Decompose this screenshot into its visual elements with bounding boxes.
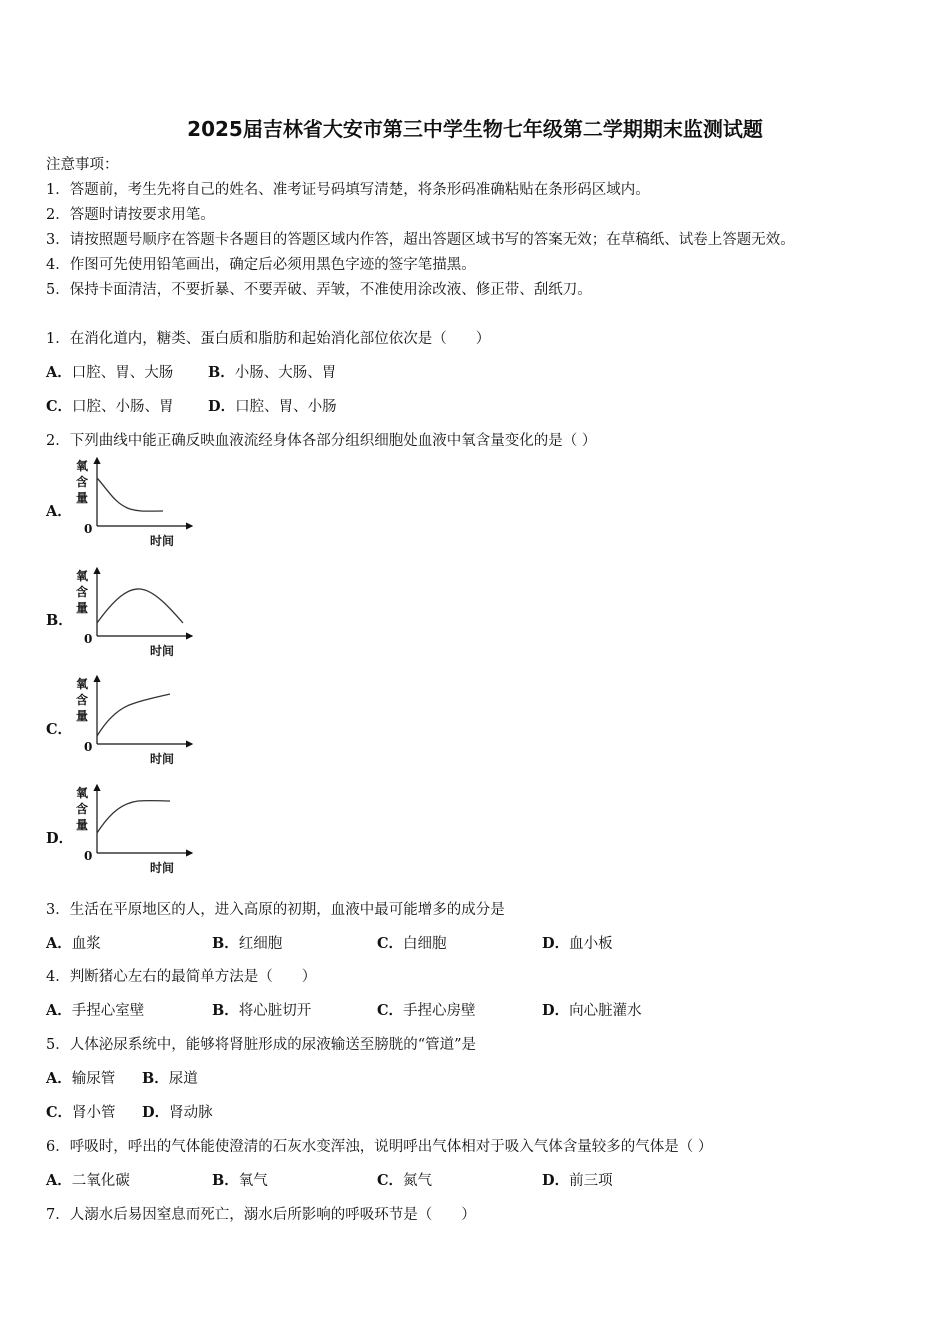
option-letter: A． (46, 1070, 72, 1087)
question-2-option-c: C． (46, 721, 73, 738)
x-axis-label: 时间 (150, 752, 175, 766)
origin-label: 0 (84, 632, 93, 646)
question-2-option-a: A． (46, 503, 72, 520)
option-text: 前三项 (569, 1173, 613, 1189)
question-3-option-a (46, 932, 101, 953)
option-text: 氮气 (403, 1173, 433, 1189)
option-text: 将心脏切开 (238, 1003, 312, 1019)
option-text: 手捏心房壁 (403, 1003, 476, 1019)
option-text: 口腔、小肠、胃 (72, 399, 174, 415)
option-letter: D． (542, 935, 570, 952)
option-text: 小肠、大肠、胃 (234, 365, 337, 381)
notice-item: 4．作图可先使用铅笔画出，确定后必须用黑色字迹的签字笔描黑。 (46, 257, 476, 273)
y-axis-label-char: 氧 (76, 786, 89, 800)
option-letter: A． (46, 935, 72, 952)
curve-decreasing (97, 478, 163, 511)
x-axis-label: 时间 (150, 861, 175, 875)
page-title: 2025届吉林省大安市第三中学生物七年级第二学期期末监测试题 (187, 117, 763, 141)
y-axis-label-char: 氧 (76, 569, 89, 583)
question-1-option-a (46, 361, 173, 382)
notice-item: 3．请按照题号顺序在答题卡各题目的答题区域内作答，超出答题区域书写的答案无效；在草稿纸、试卷上答题无效。 (46, 232, 795, 248)
question-6-option-c (377, 1169, 432, 1190)
question-2-option-b: B． (46, 612, 73, 629)
option-text: 血浆 (71, 936, 101, 952)
question-1-option-d (208, 395, 337, 416)
y-axis-label-char: 氧 (76, 459, 89, 473)
notice-item: 5．保持卡面清洁，不要折暴、不要弄破、弄皱，不准使用涂改液、修正带、刮纸刀。 (46, 282, 592, 298)
option-letter: B． (212, 935, 239, 952)
question-3-option-c (377, 932, 447, 953)
option-letter: D． (542, 1002, 570, 1019)
question-1-stem: 1．在消化道内，糖类、蛋白质和脂肪和起始消化部位依次是（ ） (46, 331, 491, 347)
y-axis-label-char: 量 (76, 601, 89, 615)
question-3-option-d (542, 932, 613, 953)
option-letter: C． (377, 935, 404, 952)
x-axis-label: 时间 (150, 534, 175, 548)
curve-plateau (97, 801, 170, 833)
question-6-option-a (46, 1169, 130, 1190)
option-text: 血小板 (569, 936, 613, 952)
y-axis-label-char: 量 (76, 709, 89, 723)
question-3-option-b (212, 932, 282, 953)
question-1-option-c (46, 395, 174, 416)
y-axis-label-char: 含 (76, 693, 89, 707)
question-2-option-d: D． (46, 830, 74, 847)
origin-label: 0 (84, 740, 93, 754)
option-text: 白细胞 (403, 936, 447, 952)
notice-item: 1．答题前，考生先将自己的姓名、准考证号码填写清楚，将条形码准确粘贴在条形码区域内。 (46, 182, 650, 198)
question-3-stem: 3．生活在平原地区的人，进入高原的初期，血液中最可能增多的成分是 (46, 902, 505, 918)
question-5-option-a (46, 1067, 115, 1088)
x-axis-label: 时间 (150, 644, 175, 658)
option-letter: A． (46, 1002, 72, 1019)
option-text: 口腔、胃、小肠 (235, 399, 337, 415)
option-letter: D． (208, 398, 236, 415)
question-6-stem: 6．呼吸时，呼出的气体能使澄清的石灰水变浑浊，说明呼出气体相对于吸入气体含量较多的气体是（ ） (46, 1139, 713, 1155)
option-letter: C． (46, 398, 73, 415)
question-6-option-d (542, 1169, 613, 1190)
y-axis-label-char: 量 (76, 818, 89, 832)
graph-b (70, 568, 200, 663)
option-text: 肾小管 (72, 1105, 116, 1121)
y-axis-label-char: 量 (76, 491, 89, 505)
y-axis-label-char: 含 (76, 802, 89, 816)
option-letter: C． (377, 1172, 404, 1189)
option-letter: C． (46, 1104, 73, 1121)
option-letter: C． (377, 1002, 404, 1019)
question-5-option-c (46, 1101, 116, 1122)
graph-a (70, 458, 200, 553)
question-2-stem: 2．下列曲线中能正确反映血液流经身体各部分组织细胞处血液中氧含量变化的是（ ） (46, 433, 597, 449)
question-4-option-b (212, 999, 311, 1020)
option-text: 氧气 (238, 1173, 268, 1189)
question-4-option-c (377, 999, 476, 1020)
question-5-stem: 5．人体泌尿系统中，能够将肾脏形成的尿液输送至膀胱的“管道”是 (46, 1037, 477, 1053)
curve-increasing (97, 694, 170, 736)
option-letter: B． (212, 1172, 239, 1189)
origin-label: 0 (84, 522, 93, 536)
question-4-stem: 4．判断猪心左右的最简单方法是（ ） (46, 969, 317, 985)
option-text: 输尿管 (71, 1071, 116, 1087)
option-letter: A． (46, 364, 72, 381)
question-7-stem: 7．人溺水后易因窒息而死亡，溺水后所影响的呼吸环节是（ ） (46, 1207, 476, 1223)
option-text: 尿道 (168, 1071, 198, 1087)
question-4-option-a (46, 999, 144, 1020)
question-4-option-d (542, 999, 642, 1020)
graph-c (70, 676, 200, 771)
option-text: 肾动脉 (169, 1105, 213, 1121)
option-text: 口腔、胃、大肠 (71, 365, 174, 381)
graph-d (70, 785, 200, 880)
option-letter: B． (208, 364, 235, 381)
option-letter: D． (542, 1172, 570, 1189)
curve-rise-fall (97, 589, 183, 623)
origin-label: 0 (84, 849, 93, 863)
option-letter: B． (142, 1070, 169, 1087)
y-axis-label-char: 氧 (76, 677, 89, 691)
question-5-option-b (142, 1067, 198, 1088)
option-text: 红细胞 (238, 936, 283, 952)
notice-heading: 注意事项： (46, 157, 119, 173)
question-6-option-b (212, 1169, 268, 1190)
y-axis-label-char: 含 (76, 585, 89, 599)
option-text: 二氧化碳 (71, 1173, 130, 1189)
option-letter: B． (212, 1002, 239, 1019)
option-letter: D． (142, 1104, 170, 1121)
question-1-option-b (208, 361, 336, 382)
option-text: 向心脏灌水 (569, 1003, 642, 1019)
option-text: 手捏心室壁 (71, 1003, 145, 1019)
y-axis-label-char: 含 (76, 475, 89, 489)
question-5-option-d (142, 1101, 213, 1122)
notice-item: 2．答题时请按要求用笔。 (46, 207, 215, 223)
option-letter: A． (46, 1172, 72, 1189)
